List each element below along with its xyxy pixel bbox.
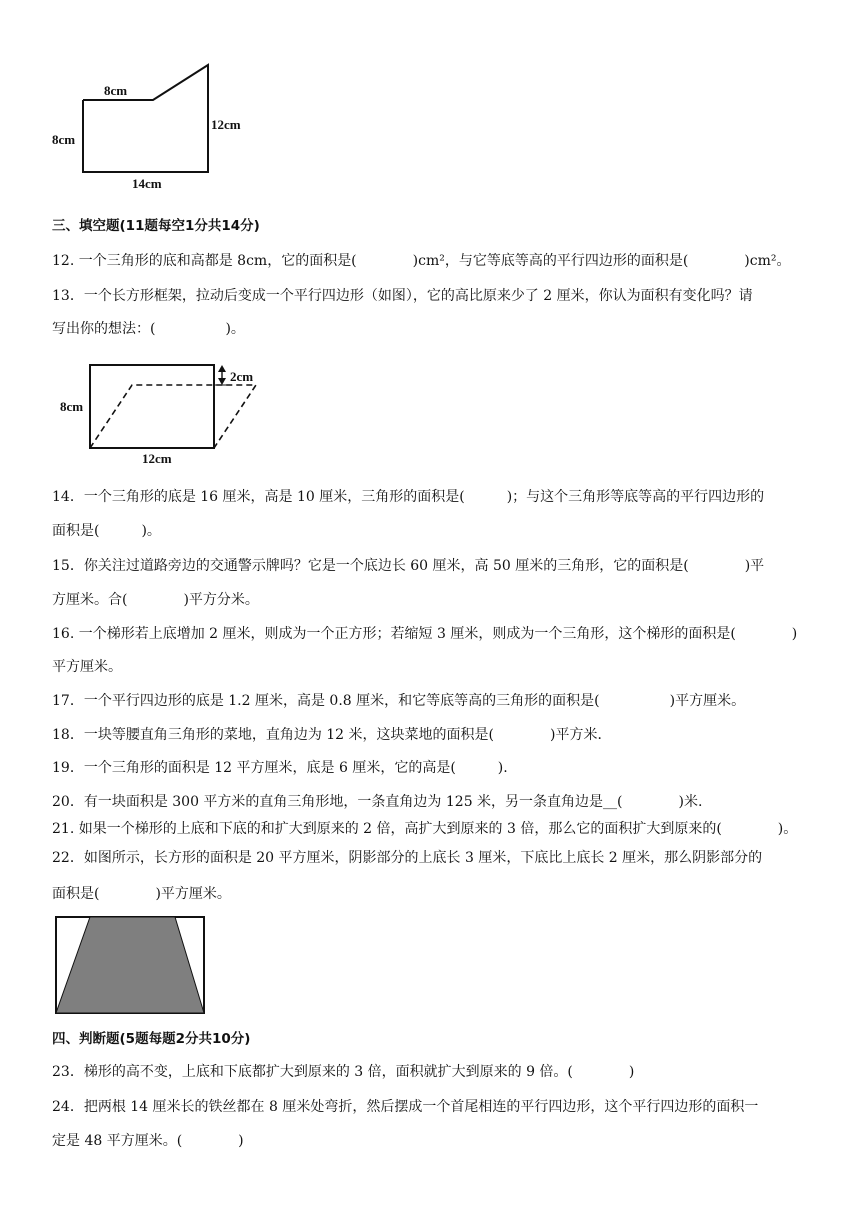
question-14-line2: 面积是( )。 [52,523,161,539]
label-top: 8cm [104,83,128,98]
shape-outline [83,65,208,172]
question-24-line1: 24．把两根 14 厘米长的铁丝都在 8 厘米处弯折，然后摆成一个首尾相连的平行四边形，这个平行四边形的面积一 [52,1099,759,1115]
question-17: 17．一个平行四边形的底是 1.2 厘米，高是 0.8 厘米，和它等底等高的三角形的面积是( )平方厘米。 [52,693,746,709]
label-bottom: 14cm [132,176,162,191]
question-21: 21. 如果一个梯形的上底和下底的和扩大到原来的 2 倍，高扩大到原来的 3 倍，那么它的面积扩大到原来的( )。 [52,821,798,837]
question-15-line1: 15．你关注过道路旁边的交通警示牌吗？它是一个底边长 60 厘米，高 50 厘米的三角形，它的面积是( )平 [52,558,765,574]
question-13-line1: 13．一个长方形框架，拉动后变成一个平行四边形（如图），它的高比原来少了 2 厘米，你认为面积有变化吗？请 [52,288,753,304]
question-18: 18．一块等腰直角三角形的菜地，直角边为 12 米，这块菜地的面积是( )平方米． [52,727,612,743]
arrow-head-bottom [218,378,226,385]
figure-trapezoid-shape [48,58,258,198]
label-2cm: 2cm [230,369,254,384]
question-24-line2: 定是 48 平方厘米。( ) [52,1133,244,1149]
question-15-line2: 方厘米。合( )平方分米。 [52,592,259,608]
question-22-line1: 22．如图所示，长方形的面积是 20 平方厘米，阴影部分的上底长 3 厘米，下底比上底长 2 厘米，那么阴影部分的 [52,850,763,866]
question-19: 19．一个三角形的面积是 12 平方厘米，底是 6 厘米，它的高是( ). [52,760,508,776]
question-23: 23．梯形的高不变，上底和下底都扩大到原来的 3 倍，面积就扩大到原来的 9 倍。( ) [52,1064,635,1080]
question-13-line2: 写出你的想法：( )。 [52,321,245,337]
question-12: 12. 一个三角形的底和高都是 8cm，它的面积是( )cm²，与它等底等高的平行四边形的面积是( )cm²。 [52,253,791,269]
question-16-line2: 平方厘米。 [52,659,122,675]
figure-shaded-trapezoid [54,914,210,1018]
parallelogram-dashed [90,385,256,448]
rectangle-outline [90,365,214,448]
label-right: 12cm [211,117,241,132]
question-20: 20．有一块面积是 300 平方米的直角三角形地，一条直角边为 125 米，另一条直角边是__( )米. [52,794,703,810]
question-22-line2: 面积是( )平方厘米。 [52,886,231,902]
label-12cm: 12cm [142,451,172,466]
question-14-line1: 14．一个三角形的底是 16 厘米，高是 10 厘米，三角形的面积是( )；与这个三角形等底等高的平行四边形的 [52,489,765,505]
label-8cm: 8cm [60,399,84,414]
label-left: 8cm [52,132,76,147]
arrow-head-top [218,365,226,372]
question-16-line1: 16. 一个梯形若上底增加 2 厘米，则成为一个正方形；若缩短 3 厘米，则成为一个三角形，这个梯形的面积是( ) [52,626,798,642]
figure-rectangle-parallelogram [52,358,272,468]
section-3-heading: 三、填空题(11题每空1分共14分) [52,218,260,234]
section-4-heading: 四、判断题(5题每题2分共10分) [52,1031,251,1047]
